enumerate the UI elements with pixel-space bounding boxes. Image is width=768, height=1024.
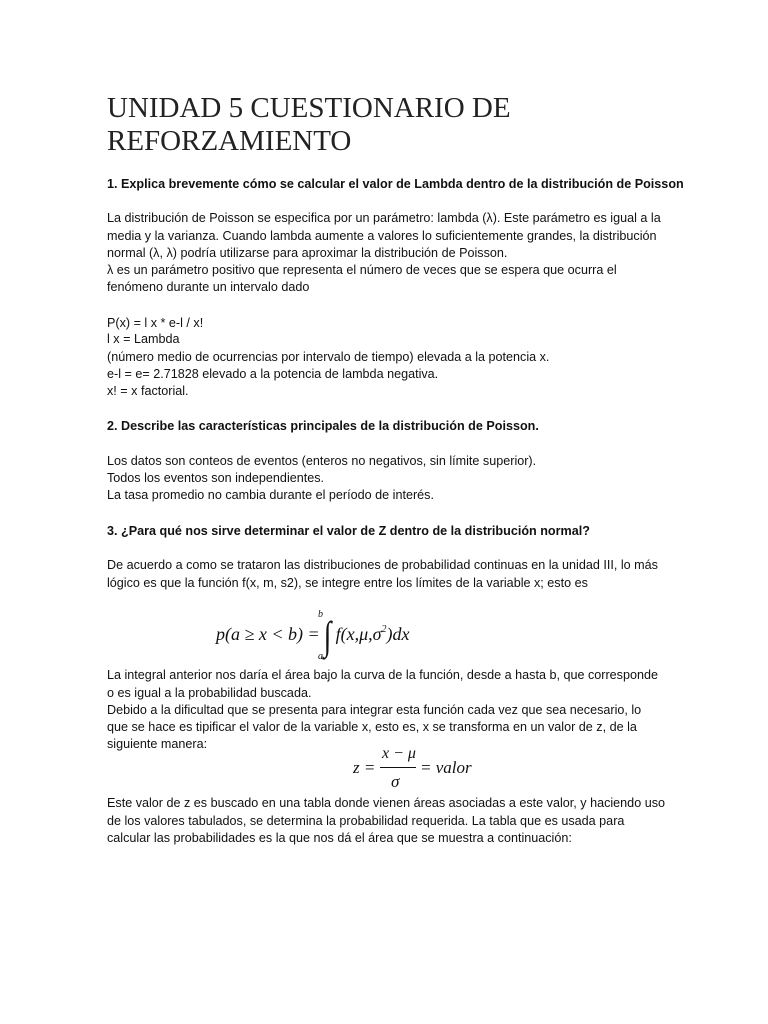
- paragraph-line: Los datos son conteos de eventos (enteros no negativos, sin límite superior).: [107, 454, 537, 468]
- paragraph-line: que se hace es tipificar el valor de la variable x, esto es, x se transforma en un valor de z, de la: [107, 720, 637, 734]
- paragraph-line: λ es un parámetro positivo que representa el número de veces que se espera que ocurra el: [107, 263, 617, 277]
- z-formula-lhs: z =: [353, 758, 376, 777]
- paragraph-line: Todos los eventos son independientes.: [107, 471, 325, 485]
- paragraph-line: La tasa promedio no cambia durante el período de interés.: [107, 488, 434, 502]
- paragraph-line: media y la varianza. Cuando lambda aumente a valores lo suficientemente grandes, la distribución: [107, 229, 657, 243]
- z-formula-numerator: x − μ: [382, 745, 416, 762]
- paragraph-line: La integral anterior nos daría el área bajo la curva de la función, desde a hasta b, que corresponde: [107, 668, 658, 682]
- formula-line: e-l = e= 2.71828 elevado a la potencia de lambda negativa.: [107, 367, 439, 381]
- paragraph-line: calcular las probabilidades es la que nos dá el área que se muestra a continuación:: [107, 831, 572, 845]
- paragraph-line: siguiente manera:: [107, 737, 208, 751]
- paragraph-line: Este valor de z es buscado en una tabla donde vienen áreas asociadas a este valor, y haciendo uso: [107, 796, 665, 810]
- integral-sign: ∫: [323, 612, 332, 658]
- question-1: 1. Explica brevemente cómo se calcular el valor de Lambda dentro de la distribución de Poisson: [107, 177, 684, 191]
- integral-tail: )dx: [386, 624, 410, 644]
- paragraph-line: Debido a la dificultad que se presenta para integrar esta función cada vez que sea necesario, lo: [107, 703, 642, 717]
- paragraph-line: fenómeno durante un intervalo dado: [107, 280, 310, 294]
- paragraph-line: La distribución de Poisson se especifica por un parámetro: lambda (λ). Este parámetro es igual a la: [107, 211, 661, 225]
- formula-line: x! = x factorial.: [107, 384, 189, 398]
- integral-lhs: p(a ≥ x < b) =: [216, 624, 320, 644]
- z-formula-denominator: σ: [391, 772, 400, 791]
- z-fraction-bar: [380, 767, 416, 768]
- paragraph-line: normal (λ, λ) podría utilizarse para aproximar la distribución de Poisson.: [107, 246, 508, 260]
- integral-integrand: f(x,μ,σ: [335, 624, 382, 644]
- paragraph-line: lógico es que la función f(x, m, s2), se integre entre los límites de la variable x; esto es: [107, 576, 588, 590]
- integral-exponent: 2: [381, 624, 387, 635]
- formula-line: P(x) = l x * e-l / x!: [107, 316, 204, 330]
- formula-line: (número medio de ocurrencias por intervalo de tiempo) elevada a la potencia x.: [107, 350, 550, 364]
- integral-lower-limit: a: [318, 651, 323, 662]
- formula-line: l x = Lambda: [107, 332, 180, 346]
- paragraph-line: De acuerdo a como se trataron las distribuciones de probabilidad continuas en la unidad III, lo más: [107, 558, 658, 572]
- paragraph-line: de los valores tabulados, se determina la probabilidad requerida. La tabla que es usada para: [107, 814, 625, 828]
- document-title: UNIDAD 5 CUESTIONARIO DE REFORZAMIENTO: [107, 92, 511, 157]
- paragraph-line: o es igual a la probabilidad buscada.: [107, 686, 312, 700]
- z-formula-rhs: = valor: [420, 758, 472, 777]
- question-3: 3. ¿Para qué nos sirve determinar el valor de Z dentro de la distribución normal?: [107, 524, 590, 538]
- integral-formula: [216, 612, 410, 660]
- integral-upper-limit: b: [318, 609, 323, 620]
- question-2: 2. Describe las características principales de la distribución de Poisson.: [107, 419, 539, 433]
